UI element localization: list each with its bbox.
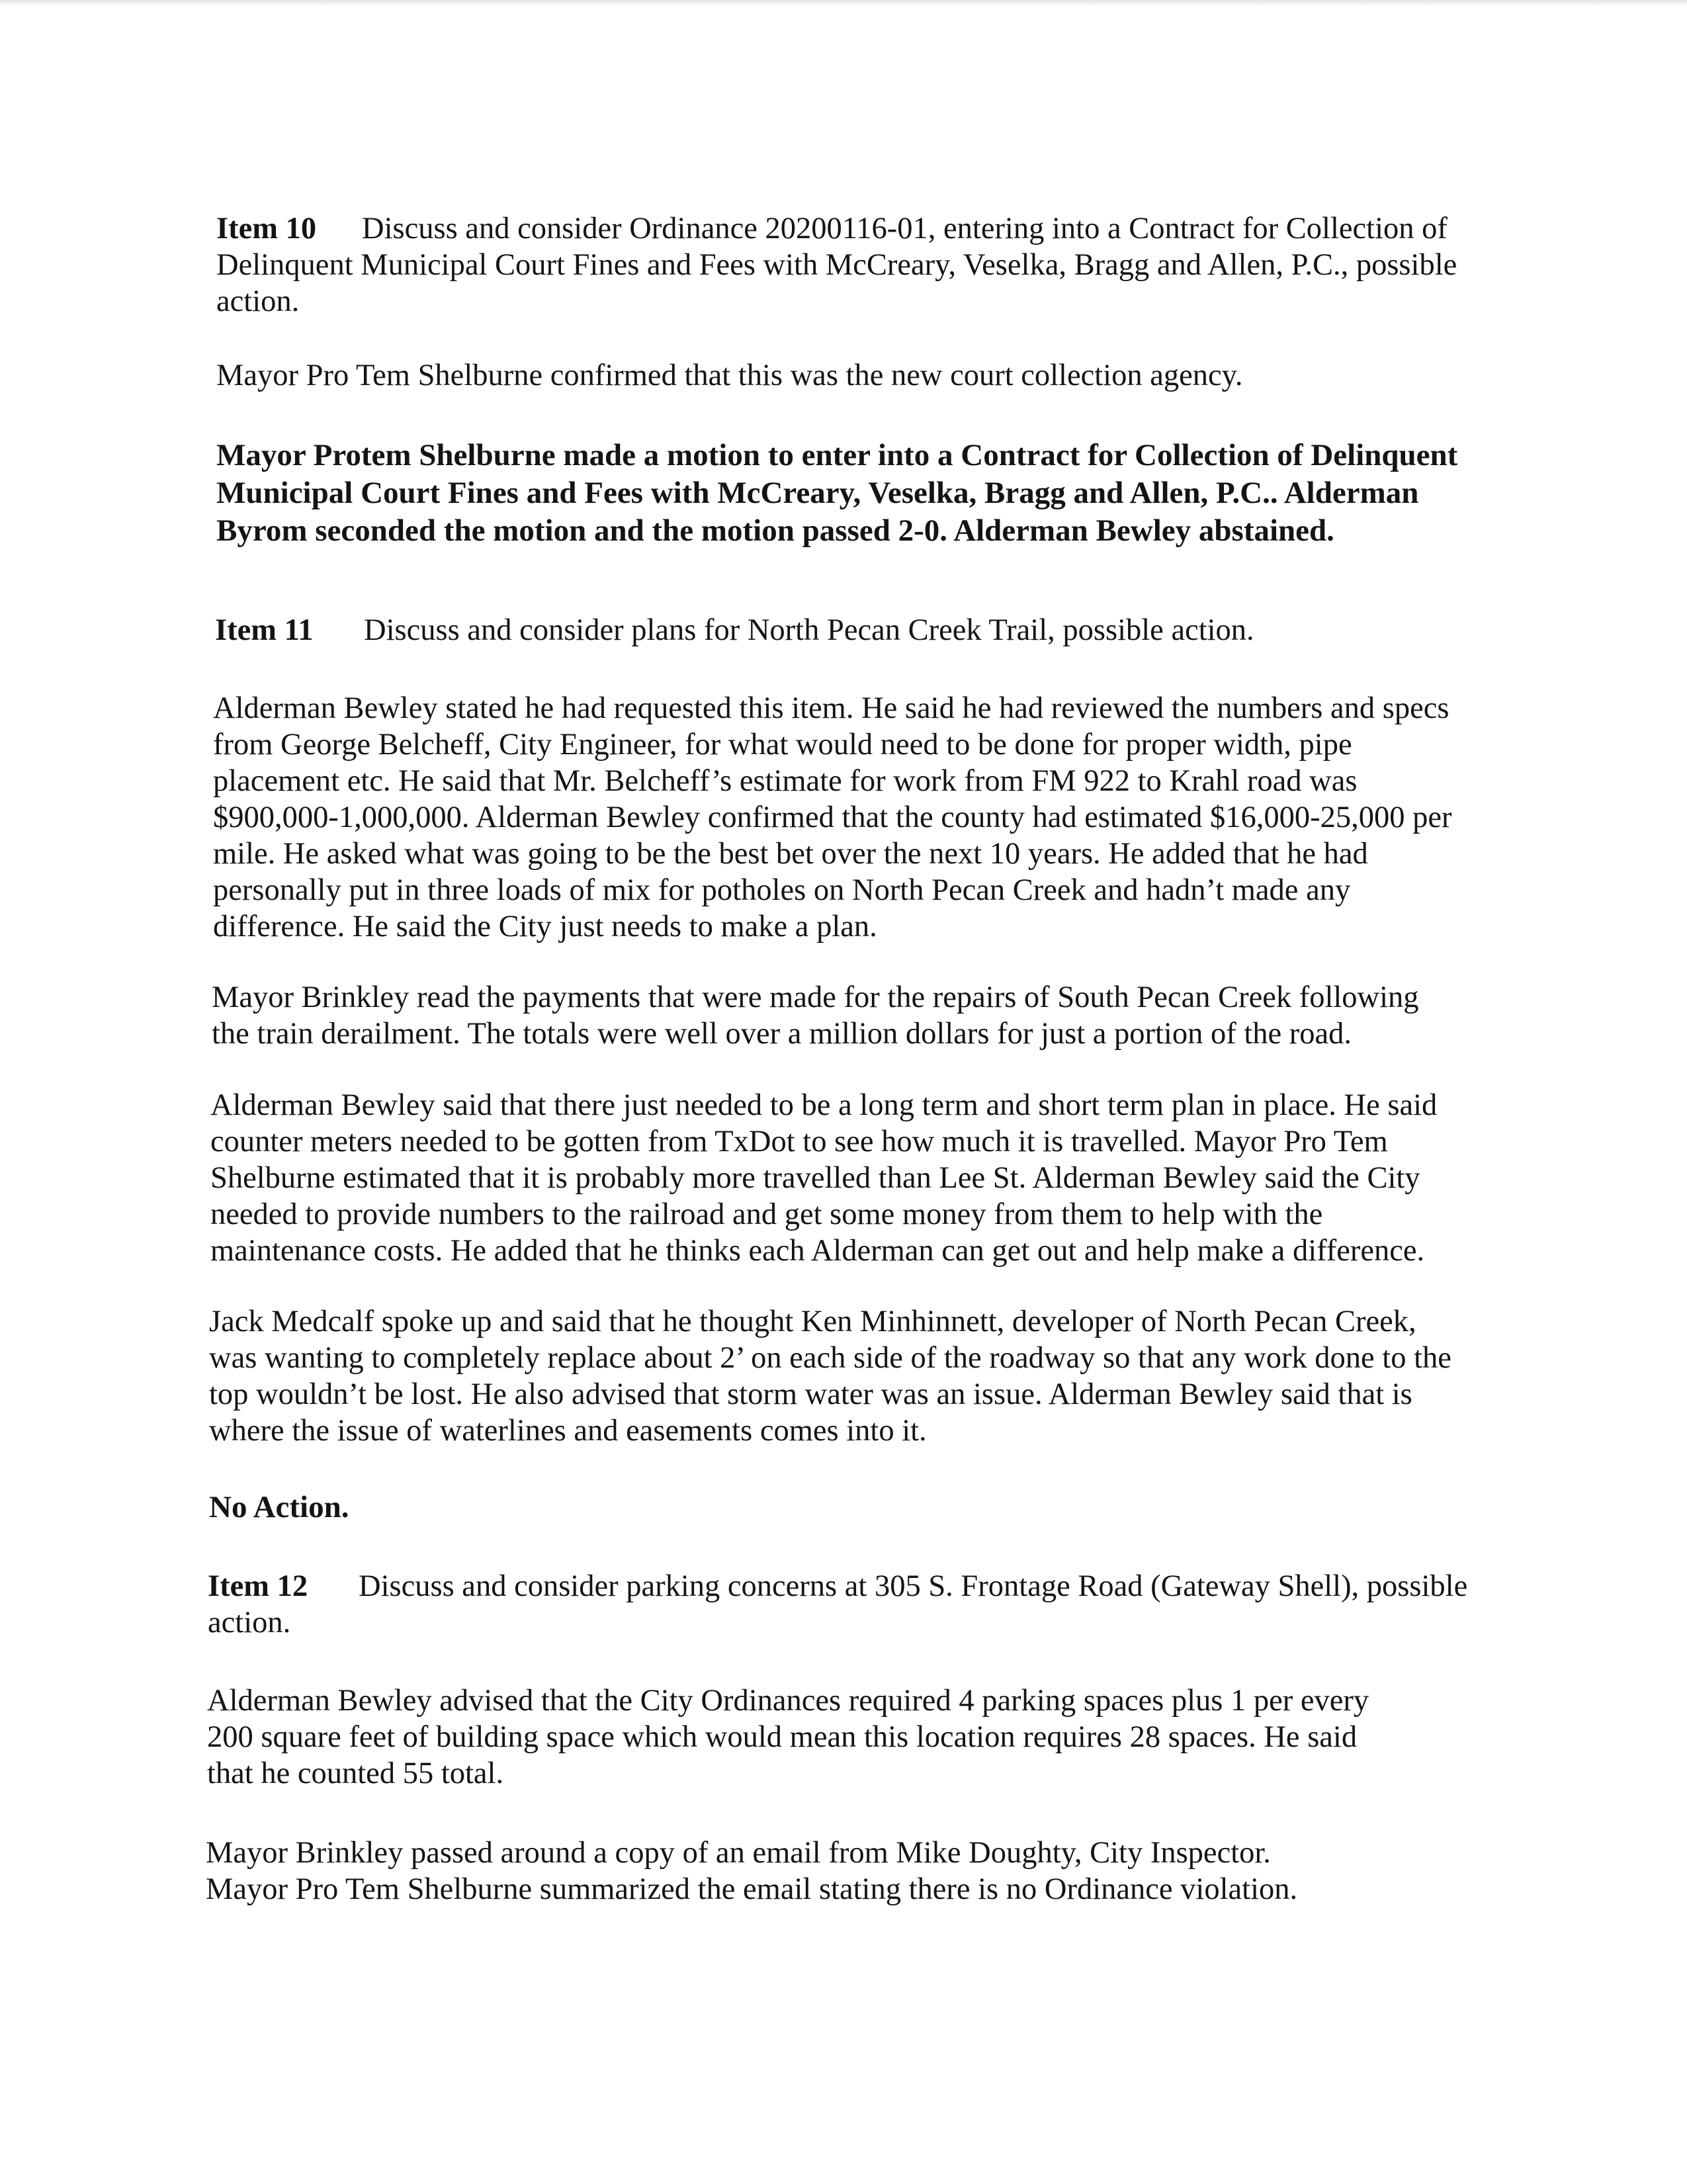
item-10-line-2: Delinquent Municipal Court Fines and Fees with McCreary, Veselka, Bragg and Allen, P.C., possible	[216, 248, 1457, 282]
item-12-paragraph-2: Mayor Brinkley passed around a copy of an email from Mike Doughty, City Inspector. Mayor Pro Tem Shelburne summarized the email stating there is no Ordinance violation.	[206, 1836, 1298, 1906]
item-10-motion	[216, 437, 1457, 550]
item-10-label: Item 10	[216, 212, 317, 245]
item-12-heading	[208, 1568, 1467, 1641]
item-11-paragraph-4: Jack Medcalf spoke up and said that he thought Ken Minhinnett, developer of North Pecan Creek, was wanting to completely replace about 2’ on each side of the roadway so that any work done to the top wouldn’t be lost. He also advised that storm water was an issue. Alderman Bewley said that is where the issue of waterlines and easements comes into it.	[209, 1305, 1451, 1448]
item-10-heading	[216, 210, 1457, 320]
item-10-discussion: Mayor Pro Tem Shelburne confirmed that this was the new court collection agency.	[216, 359, 1243, 392]
item-12-line-2: action.	[208, 1606, 291, 1639]
scan-edge	[0, 0, 1687, 7]
item-12-label: Item 12	[208, 1569, 308, 1603]
motion-line: Byrom seconded the motion and the motion passed 2-0. Alderman Bewley abstained.	[216, 513, 1334, 548]
item-11-paragraph-1: Alderman Bewley stated he had requested this item. He said he had reviewed the numbers and specs from George Belcheff, City Engineer, for what would need to be done for proper width, pipe placement etc. He said that Mr. Belcheff’s estimate for work from FM 922 to Krahl road was $900,000-1,000,000. Alderman Bewley confirmed that the county had estimated $16,000-25,000 per mile. He asked what was going to be the best bet over the next 10 years. He added that he had personally put in three loads of mix for potholes on North Pecan Creek and hadn’t made any difference. He said the City just needs to make a plan.	[213, 691, 1452, 943]
item-11-label: Item 11	[215, 613, 314, 647]
item-10-title: Discuss and consider Ordinance 20200116-01, entering into a Contract for Collection of	[362, 212, 1448, 245]
motion-line: Mayor Protem Shelburne made a motion to enter into a Contract for Collection of Delinquent	[216, 438, 1458, 472]
item-12-paragraph-1: Alderman Bewley advised that the City Ordinances required 4 parking spaces plus 1 per every 200 square feet of building space which would mean this location requires 28 spaces. He said that he counted 55 total.	[207, 1684, 1369, 1790]
item-11-result: No Action.	[209, 1490, 349, 1524]
item-11-paragraph-2: Mayor Brinkley read the payments that were made for the repairs of South Pecan Creek following the train derailment. The totals were well over a million dollars for just a portion of the road.	[212, 981, 1419, 1051]
item-11-paragraph-3: Alderman Bewley said that there just needed to be a long term and short term plan in place. He said counter meters needed to be gotten from TxDot to see how much it is travelled. Mayor Pro Tem Shelburne estimated that it is probably more travelled than Lee St. Alderman Bewley said the City needed to provide numbers to the railroad and get some money from them to help with the maintenance costs. He added that he thinks each Alderman can get out and help make a difference.	[210, 1088, 1438, 1268]
motion-line: Municipal Court Fines and Fees with McCreary, Veselka, Bragg and Allen, P.C.. Alderman	[216, 476, 1419, 510]
item-11-heading	[215, 612, 1254, 648]
item-10-line-3: action.	[216, 284, 300, 318]
item-12-title: Discuss and consider parking concerns at 305 S. Frontage Road (Gateway Shell), possible	[359, 1569, 1468, 1603]
item-11-title: Discuss and consider plans for North Pecan Creek Trail, possible action.	[364, 613, 1254, 647]
